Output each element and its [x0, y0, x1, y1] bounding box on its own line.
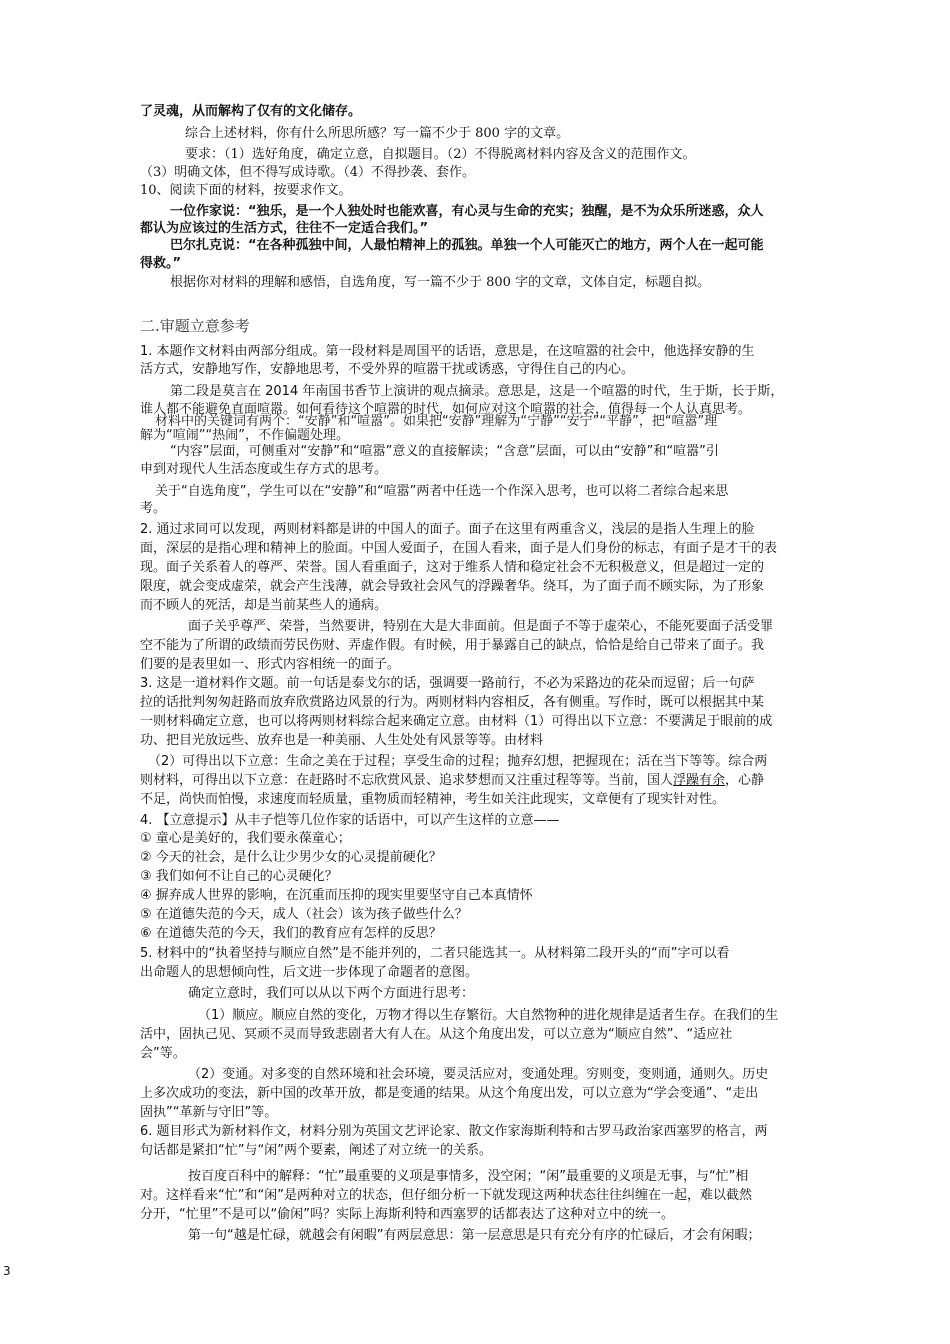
text-line: 出命题人的思想倾向性，后文进一步体现了命题者的意图。	[140, 965, 479, 980]
text-line: 根据你对材料的理解和感悟，自选角度，写一篇不少于 800 字的文章，文体自定，标题自拟。	[170, 275, 711, 290]
text-line: 对。这样看来“忙”和“闲”是两种对立的状态，但仔细分析一下就发现这两种状态往往纠缠在一起，难以截然	[140, 1188, 752, 1203]
text-segment: 则材料，可得出以下立意：在赶路时不忘欣赏风景、追求梦想而又注重过程等等。当前，国人	[140, 773, 674, 788]
text-line: 得救。”	[140, 256, 182, 271]
text-line: “内容”层面，可侧重对“安静”和“喧嚣”意义的直接解读；“含意”层面，可以由“安静”和“喧嚣”引	[170, 444, 719, 459]
text-line: 面子关乎尊严、荣誉，当然要讲，特别在大是大非面前。但是面子不等于虚荣心，不能死要面子活受罪	[188, 619, 774, 634]
list-item: ⑥ 在道德失范的今天，我们的教育应有怎样的反思？	[140, 926, 442, 941]
text-line: 第一句“越是忙碌，就越会有闲暇”有两层意思：第一层意思是只有充分有序的忙碌后，才会有闲暇；	[188, 1228, 761, 1243]
text-line: 固执”“革新与守旧”等。	[140, 1105, 278, 1120]
text-line: 会”等。	[140, 1046, 186, 1061]
text-line: 拉的话批判匆匆赶路而放弃欣赏路边风景的行为。两则材料内容相反，各有侧重。写作时，既可以根据其中某	[140, 695, 765, 710]
text-line: （3）明确文体，但不得写成诗歌。（4）不得抄袭、套作。	[140, 165, 476, 180]
list-item: ② 今天的社会，是什么让少男少女的心灵提前硬化？	[140, 850, 442, 865]
text-line: 上多次成功的变法，新中国的改革开放，都是变通的结果。从这个角度出发，可以立意为“学会变通”、“走出	[140, 1086, 759, 1101]
text-line: 10、阅读下面的材料，按要求作文。	[140, 183, 352, 198]
text-line: 面，深层的是指心理和精神上的脸面。中国人爱面子，在国人看来，面子是人们身份的标志，有面子是才干的表	[140, 541, 778, 556]
text-line: 而不顾人的死活，却是当前某些人的通病。	[140, 598, 388, 613]
text-line: 4. 【立意提示】从丰子恺等几位作家的话语中，可以产生这样的立意——	[140, 813, 560, 828]
text-line: 不足，尚快而怕慢，求速度而轻质量，重物质而轻精神，考生如关注此现实，文章便有了现实针对性。	[140, 792, 726, 807]
section-heading: 二.审题立意参考	[140, 317, 250, 335]
text-line: 空不能为了所谓的政绩而劳民伤财、弄虚作假。有时候，用于暴露自己的缺点，恰恰是给自己带来了面子。我	[140, 638, 765, 653]
text-line: （1）顺应。顺应自然的变化，万物才得以生存繁衍。大自然物种的进化规律是适者生存。在我们的生	[198, 1008, 779, 1023]
text-line: 确定立意时，我们可以从以下两个方面进行思考：	[188, 986, 475, 1001]
text-line: 3. 这是一道材料作文题。前一句话是泰戈尔的话，强调要一路前行，不必为采路边的花朵而逗留；后一句萨	[140, 676, 755, 691]
text-segment: ，心静	[725, 773, 765, 788]
page-number: 3	[3, 1264, 11, 1278]
text-line: 句话都是紧扣“忙”与“闲”两个要素，阐述了对立统一的关系。	[140, 1143, 492, 1158]
text-line: （2）变通。对多变的自然环境和社会环境，要灵活应对，变通处理。穷则变，变则通，通则久。历史	[188, 1067, 769, 1082]
list-item: ③ 我们如何不让自己的心灵硬化？	[140, 869, 338, 884]
text-line: 第二段是莫言在 2014 年南国书香节上演讲的观点摘录。意思是，这是一个喧嚣的时代，生于斯，长于斯，	[170, 384, 784, 399]
text-line: 活方式，安静地写作，安静地思考，不受外界的喧嚣干扰或诱惑，守得住自己的内心。	[140, 362, 635, 377]
text-line: 要求：（1）选好角度，确定立意，自拟题目。（2）不得脱离材料内容及含义的范围作文。	[185, 147, 696, 162]
text-line: 了灵魂，从而解构了仅有的文化储存。	[140, 104, 362, 119]
text-line: 分开，“忙里”不是可以“偷闲”吗？实际上海斯利特和西塞罗的话都表达了这种对立中的统一。	[140, 1207, 674, 1222]
text-line: 5. 材料中的“执着坚持与顺应自然”是不能并列的，二者只能选其一。从材料第二段开头的“而”字可以看	[140, 946, 730, 961]
text-line: 现。面子关系着人的尊严、荣誉。国人看重面子，这对于维系人情和稳定社会不无积极意义，但是超过一定的	[140, 560, 765, 575]
text-line: 功、把目光放远些、放弃也是一种美丽、人生处处有风景等等。由材料	[140, 733, 544, 748]
text-line: 一位作家说：“独乐，是一个人独处时也能欢喜，有心灵与生命的充实；独醒，是不为众乐所迷惑，众人	[170, 204, 764, 219]
text-line: 解为“喧闹”“热闹”，不作偏题处理。	[140, 428, 349, 443]
text-line: 综合上述材料，你有什么所思所感？写一篇不少于 800 字的文章。	[185, 126, 570, 141]
text-line: 都认为应该过的生活方式，往往不一定适合我们。”	[140, 221, 429, 236]
text-line: 申到对现代人生活态度或生存方式的思考。	[140, 462, 388, 477]
text-line: 6. 题目形式为新材料作文，材料分别为英国文艺评论家、散文作家海斯利特和古罗马政治家西塞罗的格言，两	[140, 1124, 768, 1139]
text-line: 考。	[140, 501, 167, 516]
text-line: 2. 通过求同可以发现，两则材料都是讲的中国人的面子。面子在这里有两重含义，浅层的是指人生理上的脸	[140, 522, 755, 537]
text-line: 关于“自选角度”，学生可以在“安静”和“喧嚣”两者中任选一个作深入思考，也可以将二者综合起来思	[155, 484, 729, 499]
list-item: ④ 摒弃成人世界的影响，在沉重而压抑的现实里要坚守自己本真情怀	[140, 888, 533, 903]
text-line: 限度，就会变成虚荣，就会产生浅薄，就会导致社会风气的浮躁奢华。绕耳，为了面子而不顾实际，为了形象	[140, 579, 765, 594]
text-line: 巴尔扎克说：“在各种孤独中间，人最怕精神上的孤独。单独一个人可能灭亡的地方，两个人在一起可能	[170, 238, 764, 253]
text-line: 谁人都不能避免直面喧嚣。如何看待这个喧嚣的时代，如何应对这个喧嚣的社会，值得每一个人认真思考。	[140, 402, 752, 417]
list-item: ⑤ 在道德失范的今天，成人（社会）该为孩子做些什么？	[140, 907, 468, 922]
text-line: 活中，固执己见、冥顽不灵而导致悲剧者大有人在。从这个角度出发，可以立意为“顺应自然”、“适应社	[140, 1027, 733, 1042]
list-item: ① 童心是美好的，我们要永葆童心；	[140, 831, 351, 846]
text-line: 1. 本题作文材料由两部分组成。第一段材料是周国平的话语，意思是，在这喧嚣的社会中，他选择安静的生	[140, 344, 755, 359]
text-line: （2）可得出以下立意：生命之美在于过程；享受生命的过程；抛弃幻想，把握现在；活在当下等等。综合两	[148, 754, 768, 769]
text-line	[140, 772, 820, 789]
underlined-phrase: 浮躁有余	[673, 773, 726, 788]
text-line: 一则材料确定立意，也可以将两则材料综合起来确定立意。由材料（1）可得出以下立意：不要满足于眼前的成	[140, 714, 773, 729]
text-line: 按百度百科中的解释：“忙”最重要的义项是事情多，没空闲；“闲”最重要的义项是无事，与“忙”相	[188, 1169, 749, 1184]
text-line: 们要的是表里如一、形式内容相统一的面子。	[140, 657, 401, 672]
text-line: 材料中的关键词有两个：“安静”和“喧嚣”。如果把“安静”理解为“宁静”“安宁”“平静”，把“喧嚣”理	[155, 414, 718, 429]
